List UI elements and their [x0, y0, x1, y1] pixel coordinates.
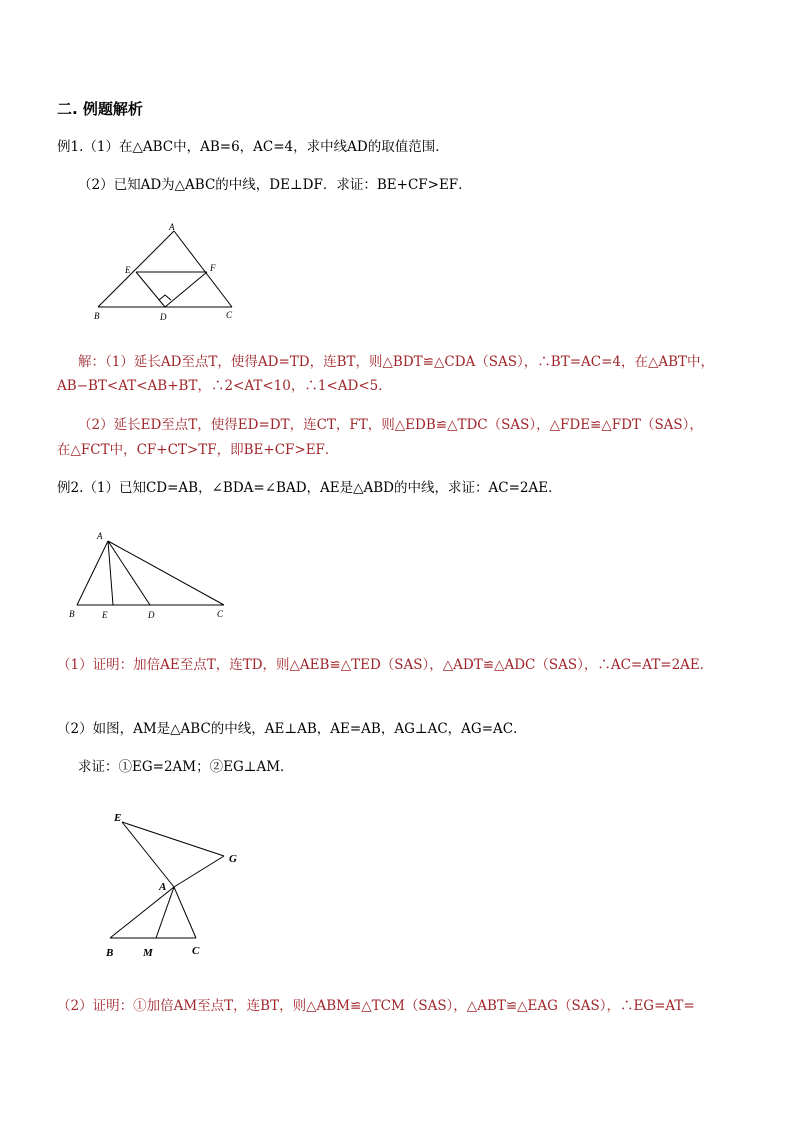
- label-E: E: [102, 610, 108, 620]
- example2-figure1: [62, 527, 232, 625]
- label-F: F: [210, 263, 216, 273]
- example1-solution2-line2: 在△FCT中，CF+CT>TF，即BE+CF>EF．: [57, 442, 339, 458]
- example2-proof2: （2）证明：①加倍AM至点T，连BT，则△ABM≌△TCM（SAS），△ABT≌△EAG（SAS），∴EG=AT=: [57, 998, 695, 1014]
- example1-solution2-line1: （2）延长ED至点T，使得ED=DT，连CT，FT，则△EDB≌△TDC（SAS），△FDE≌△FDT（SAS），: [78, 417, 703, 433]
- example2-question2: （2）如图，AM是△ABC的中线，AE⊥AB，AE=AB，AG⊥AC，AG=AC．: [57, 721, 527, 737]
- label-B: B: [106, 947, 114, 959]
- label-B: B: [69, 609, 75, 619]
- example2-question1: 例2.（1）已知CD=AB，∠BDA=∠BAD，AE是△ABD的中线，求证：AC=2AE．: [57, 480, 562, 496]
- label-M: M: [143, 947, 153, 959]
- label-A: A: [169, 222, 175, 232]
- label-A: A: [159, 881, 167, 893]
- example1-question1: 例1.（1）在△ABC中，AB=6，AC=4，求中线AD的取值范围．: [57, 139, 449, 155]
- label-E: E: [125, 265, 131, 275]
- label-C: C: [226, 310, 233, 320]
- label-G: G: [229, 853, 237, 865]
- example1-solution1-line1: 解：（1）延长AD至点T，使得AD=TD，连BT，则△BDT≌△CDA（SAS），∴BT=AC=4，在△ABT中，: [78, 354, 715, 370]
- example2-question2-prove: 求证：①EG=2AM；②EG⊥AM．: [78, 759, 294, 775]
- label-E: E: [114, 812, 122, 824]
- label-D: D: [160, 312, 167, 322]
- label-B: B: [94, 311, 100, 321]
- example1-question2: （2）已知AD为△ABC的中线，DE⊥DF．求证：BE+CF>EF．: [78, 177, 472, 193]
- example1-solution1-line2: AB−BT<AT<AB+BT，∴2<AT<10，∴1<AD<5．: [57, 378, 392, 394]
- section-heading: 二. 例题解析: [57, 100, 143, 118]
- example2-proof1: （1）证明：加倍AE至点T，连TD，则△AEB≌△TED（SAS），△ADT≌△ADC（SAS），∴AC=AT=2AE．: [57, 657, 714, 673]
- label-D: D: [148, 610, 155, 620]
- example2-figure2: [100, 808, 250, 963]
- label-C: C: [192, 945, 200, 957]
- label-A: A: [97, 531, 103, 541]
- example1-figure: [90, 220, 250, 324]
- label-C: C: [217, 609, 224, 619]
